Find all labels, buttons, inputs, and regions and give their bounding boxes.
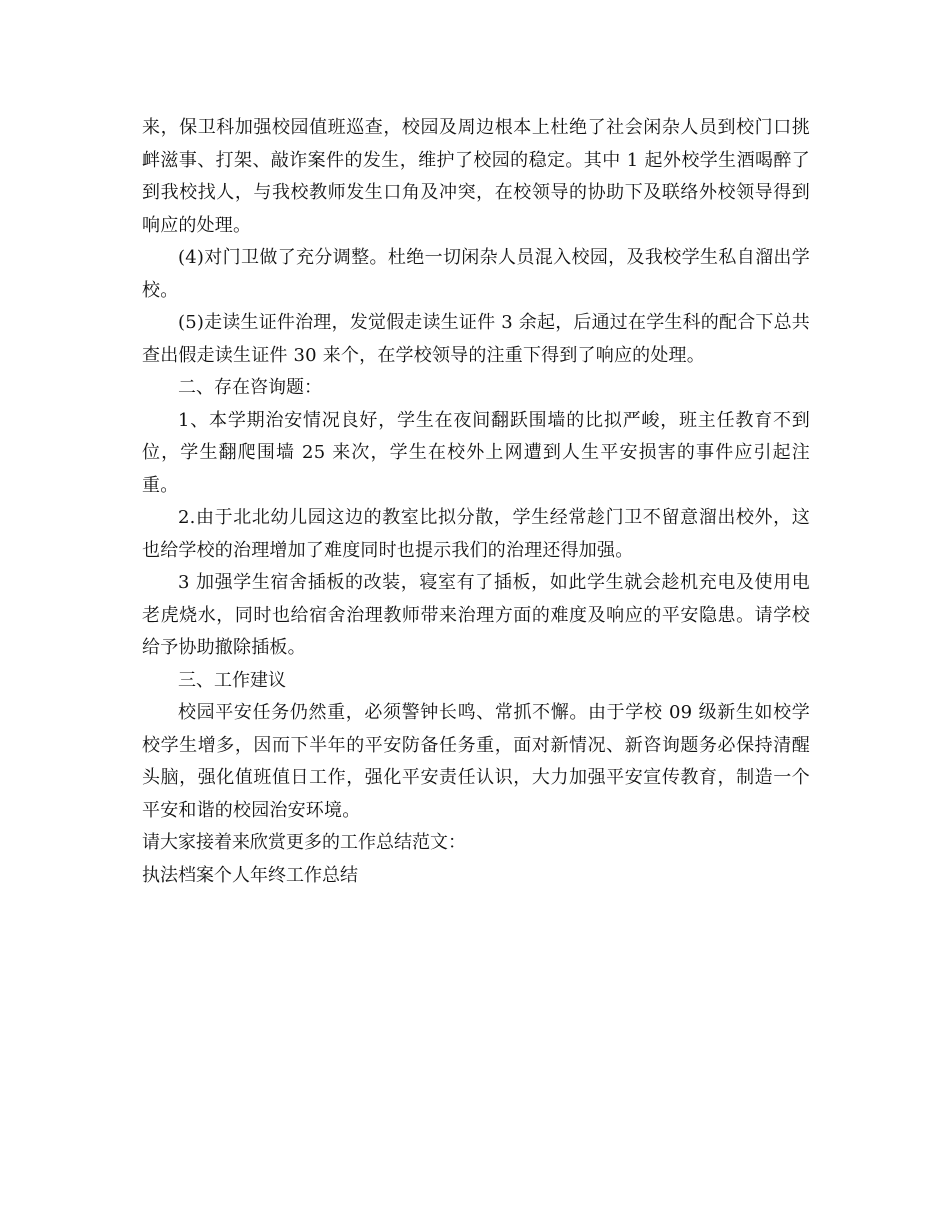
section-heading-problems: 二、存在咨询题：: [178, 377, 322, 398]
document-body: [142, 112, 810, 892]
paragraph-problem-3: 3 加强学生宿舍插板的改装，寝室有了插板，如此学生就会趁机充电及使用电老虎烧水，同时也给宿舍治理教师带来治理方面的难度及响应的平安隐患。请学校给予协助撤除插板。: [142, 572, 810, 658]
paragraph-problem-1: 1、本学期治安情况良好，学生在夜间翻跃围墙的比拟严峻，班主任教育不到位，学生翻爬围墙 25 来次，学生在校外上网遭到人生平安损害的事件应引起注重。: [142, 409, 810, 496]
related-article-link[interactable]: 执法档案个人年终工作总结: [142, 864, 358, 886]
paragraph-security-patrol: 来，保卫科加强校园值班巡查，校园及周边根本上杜绝了社会闲杂人员到校门口挑衅滋事、打架、敲诈案件的发生，维护了校园的稳定。其中 1 起外校学生酒喝醉了到我校找人，与我校教师发生口角及冲突，在校领导的协助下及联络外校领导得到响应的处理。: [142, 117, 810, 236]
section-heading-suggestions: 三、工作建议: [178, 669, 286, 691]
paragraph-gatekeeper: (4)对门卫做了充分调整。杜绝一切闲杂人员混入校园，及我校学生私自溜出学校。: [142, 247, 810, 301]
paragraph-problem-2: 2.由于北北幼儿园这边的教室比拟分散，学生经常趁门卫不留意溜出校外，这也给学校的治理增加了难度同时也提示我们的治理还得加强。: [142, 507, 810, 561]
more-articles-prompt: 请大家接着来欣赏更多的工作总结范文：: [142, 832, 466, 853]
paragraph-suggestion: 校园平安任务仍然重，必须警钟长鸣、常抓不懈。由于学校 09 级新生如校学校学生增多，因而下半年的平安防备任务重，面对新情况、新咨询题务必保持清醒头脑，强化值班值日工作，强化平安责任认识，大力加强平安宣传教育，制造一个平安和谐的校园治安环境。: [142, 702, 810, 821]
paragraph-student-id: (5)走读生证件治理，发觉假走读生证件 3 余起，后通过在学生科的配合下总共查出假走读生证件 30 来个，在学校领导的注重下得到了响应的处理。: [142, 312, 810, 366]
